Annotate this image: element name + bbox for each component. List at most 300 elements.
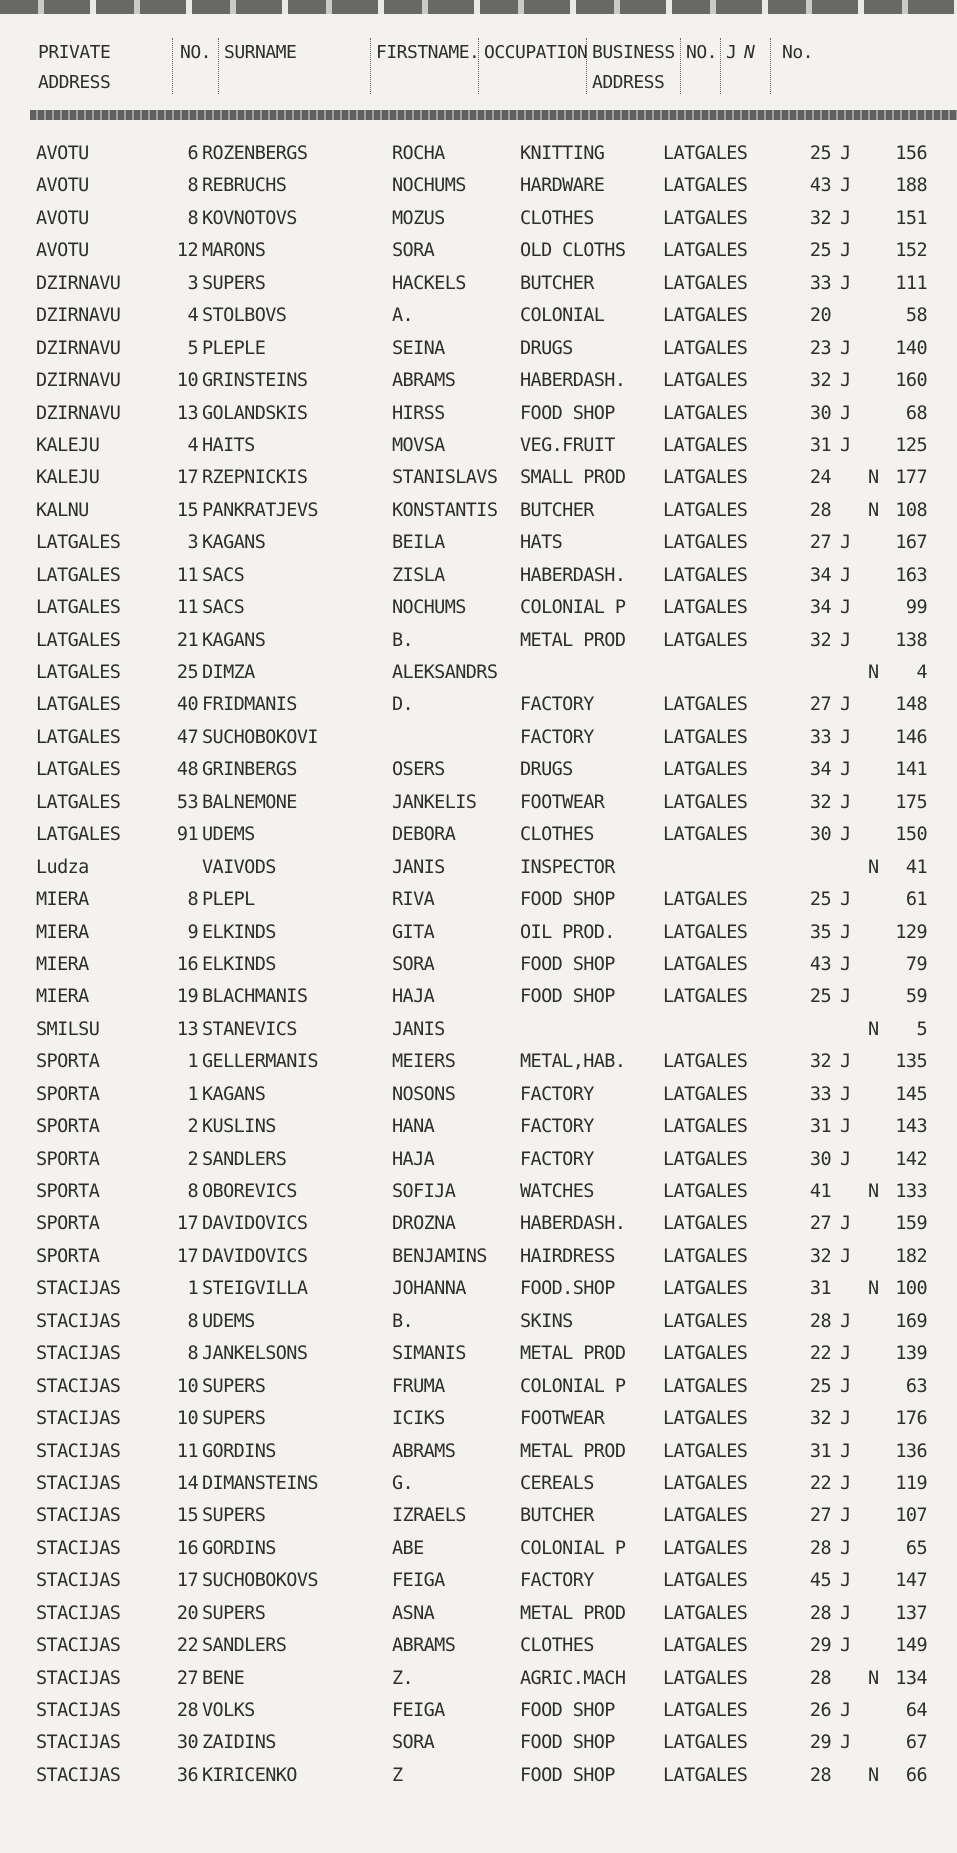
cell-firstname: B. xyxy=(392,1310,414,1332)
cell-j-flag: J xyxy=(840,337,851,359)
cell-j-flag: J xyxy=(840,143,851,164)
cell-n-flag: N xyxy=(868,662,879,683)
cell-surname: UDEMS xyxy=(202,824,255,846)
table-row xyxy=(0,1079,957,1111)
cell-firstname: ABRAMS xyxy=(392,1635,456,1657)
table-row xyxy=(0,1241,957,1273)
cell-street: SPORTA xyxy=(36,1051,100,1073)
cell-occupation: FOOD SHOP xyxy=(520,889,615,911)
cell-business-no: 41 xyxy=(809,1181,831,1202)
cell-record-no: 66 xyxy=(905,1764,927,1786)
cell-j-flag: J xyxy=(840,726,851,748)
cell-record-no: 137 xyxy=(895,1602,927,1624)
cell-business-address: LATGALES xyxy=(663,889,748,911)
table-row xyxy=(0,592,957,624)
cell-record-no: 41 xyxy=(905,856,927,878)
cell-street: SPORTA xyxy=(36,1245,100,1267)
cell-surname: STEIGVILLA xyxy=(202,1278,308,1300)
cell-j-flag: J xyxy=(840,564,851,586)
cell-firstname: ICIKS xyxy=(392,1408,445,1430)
cell-occupation: CLOTHES xyxy=(520,1635,594,1657)
cell-occupation: METAL,HAB. xyxy=(520,1051,626,1073)
cell-business-address: LATGALES xyxy=(663,1343,748,1365)
cell-firstname: ROCHA xyxy=(392,143,445,164)
cell-number: 16 xyxy=(176,953,198,975)
cell-business-address: LATGALES xyxy=(663,1213,748,1235)
cell-n-flag: N xyxy=(868,856,879,878)
top-decorative-stripe xyxy=(0,0,957,14)
cell-surname: JANKELSONS xyxy=(202,1343,308,1365)
table-row xyxy=(0,1371,957,1403)
cell-business-address: LATGALES xyxy=(663,1570,748,1592)
cell-surname: VAIVODS xyxy=(202,856,276,878)
cell-number: 2 xyxy=(187,1116,198,1138)
cell-surname: KAGANS xyxy=(202,532,266,554)
cell-record-no: 150 xyxy=(895,824,927,846)
cell-street: STACIJAS xyxy=(36,1537,121,1559)
cell-business-address: LATGALES xyxy=(663,337,748,359)
table-row xyxy=(0,462,957,494)
cell-record-no: 176 xyxy=(895,1408,927,1430)
table-row xyxy=(0,333,957,365)
cell-record-no: 138 xyxy=(895,629,927,651)
cell-record-no: 160 xyxy=(895,370,927,392)
cell-street: STACIJAS xyxy=(36,1343,121,1365)
cell-firstname: NOCHUMS xyxy=(392,597,466,619)
cell-business-address: LATGALES xyxy=(663,953,748,975)
header-divider xyxy=(720,38,722,94)
cell-business-no: 31 xyxy=(809,1116,831,1138)
cell-business-no: 31 xyxy=(809,434,831,456)
table-row xyxy=(0,722,957,754)
cell-street: STACIJAS xyxy=(36,1764,121,1786)
table-row xyxy=(0,657,957,689)
cell-number: 1 xyxy=(187,1051,198,1073)
cell-business-no: 28 xyxy=(809,1602,831,1624)
cell-business-address: LATGALES xyxy=(663,272,748,294)
cell-number: 3 xyxy=(187,272,198,294)
cell-record-no: 182 xyxy=(895,1245,927,1267)
cell-street: DZIRNAVU xyxy=(36,272,121,294)
table-row xyxy=(0,852,957,884)
cell-business-address: LATGALES xyxy=(663,207,748,229)
cell-firstname: DEBORA xyxy=(392,824,456,846)
cell-business-address: LATGALES xyxy=(663,694,748,716)
cell-firstname: SIMANIS xyxy=(392,1343,466,1365)
table-row xyxy=(0,981,957,1013)
cell-business-no: 31 xyxy=(809,1440,831,1462)
cell-firstname: RIVA xyxy=(392,889,435,911)
cell-occupation: CLOTHES xyxy=(520,824,594,846)
cell-business-address: LATGALES xyxy=(663,240,748,262)
cell-business-address: LATGALES xyxy=(663,1245,748,1267)
cell-record-no: 133 xyxy=(895,1181,927,1202)
cell-record-no: 175 xyxy=(895,791,927,813)
cell-firstname: ABRAMS xyxy=(392,370,456,392)
cell-j-flag: J xyxy=(840,1083,851,1105)
cell-business-address: LATGALES xyxy=(663,434,748,456)
cell-business-no: 33 xyxy=(809,726,831,748)
cell-business-no: 25 xyxy=(809,889,831,911)
cell-business-no: 45 xyxy=(809,1570,831,1592)
cell-business-address: LATGALES xyxy=(663,1148,748,1170)
cell-record-no: 143 xyxy=(895,1116,927,1138)
cell-business-address: LATGALES xyxy=(663,467,748,489)
cell-record-no: 147 xyxy=(895,1570,927,1592)
table-row xyxy=(0,560,957,592)
cell-j-flag: J xyxy=(840,1343,851,1365)
cell-business-no: 29 xyxy=(809,1635,831,1657)
cell-j-flag: J xyxy=(840,370,851,392)
cell-record-no: 145 xyxy=(895,1083,927,1105)
table-row xyxy=(0,1500,957,1532)
cell-occupation: SKINS xyxy=(520,1310,573,1332)
cell-number: 8 xyxy=(187,1181,198,1202)
cell-occupation: BUTCHER xyxy=(520,1505,594,1527)
cell-occupation: HATS xyxy=(520,532,563,554)
cell-business-no: 34 xyxy=(809,597,831,619)
cell-record-no: 149 xyxy=(895,1635,927,1657)
table-row xyxy=(0,1630,957,1662)
cell-occupation: FACTORY xyxy=(520,1083,594,1105)
cell-record-no: 68 xyxy=(905,402,927,424)
cell-number: 2 xyxy=(187,1148,198,1170)
cell-record-no: 64 xyxy=(905,1700,927,1721)
cell-business-address: LATGALES xyxy=(663,143,748,164)
cell-number: 4 xyxy=(187,305,198,327)
table-row xyxy=(0,787,957,819)
cell-j-flag: J xyxy=(840,1310,851,1332)
cell-business-no: 34 xyxy=(809,564,831,586)
cell-record-no: 134 xyxy=(895,1667,927,1689)
cell-business-address: LATGALES xyxy=(663,726,748,748)
cell-occupation: COLONIAL P xyxy=(520,597,626,619)
table-row xyxy=(0,754,957,786)
cell-record-no: 67 xyxy=(905,1732,927,1754)
cell-j-flag: J xyxy=(840,1635,851,1657)
table-row xyxy=(0,1727,957,1759)
table-row xyxy=(0,1046,957,1078)
cell-street: STACIJAS xyxy=(36,1505,121,1527)
table-row xyxy=(0,625,957,657)
cell-j-flag: J xyxy=(840,1116,851,1138)
cell-occupation: FACTORY xyxy=(520,694,594,716)
cell-j-flag: J xyxy=(840,986,851,1008)
cell-business-no: 28 xyxy=(809,1310,831,1332)
cell-street: STACIJAS xyxy=(36,1278,121,1300)
cell-surname: SUPERS xyxy=(202,1375,266,1397)
cell-firstname: SEINA xyxy=(392,337,445,359)
cell-business-no: 27 xyxy=(809,1213,831,1235)
cell-n-flag: N xyxy=(868,499,879,521)
cell-business-no: 30 xyxy=(809,824,831,846)
cell-firstname: MOVSA xyxy=(392,434,445,456)
cell-street: STACIJAS xyxy=(36,1602,121,1624)
cell-number: 11 xyxy=(176,597,198,619)
cell-record-no: 5 xyxy=(916,1018,927,1040)
table-body xyxy=(0,138,957,1792)
cell-occupation: OLD CLOTHS xyxy=(520,240,626,262)
cell-street: SMILSU xyxy=(36,1018,100,1040)
cell-n-flag: N xyxy=(868,1018,879,1040)
table-row xyxy=(0,1403,957,1435)
cell-number: 13 xyxy=(176,402,198,424)
cell-number: 28 xyxy=(176,1700,198,1721)
cell-firstname: JOHANNA xyxy=(392,1278,466,1300)
table-row xyxy=(0,170,957,202)
header-n: N xyxy=(744,42,755,63)
cell-business-no: 26 xyxy=(809,1700,831,1721)
cell-j-flag: J xyxy=(840,532,851,554)
cell-surname: VOLKS xyxy=(202,1700,255,1721)
cell-street: MIERA xyxy=(36,921,89,943)
cell-firstname: HANA xyxy=(392,1116,435,1138)
table-row xyxy=(0,527,957,559)
cell-j-flag: J xyxy=(840,953,851,975)
cell-business-address: LATGALES xyxy=(663,1051,748,1073)
cell-surname: RZEPNICKIS xyxy=(202,467,308,489)
cell-occupation: HABERDASH. xyxy=(520,1213,626,1235)
cell-business-address: LATGALES xyxy=(663,1764,748,1786)
cell-number: 17 xyxy=(176,467,198,489)
cell-street: LATGALES xyxy=(36,726,121,748)
cell-firstname: SOFIJA xyxy=(392,1181,456,1202)
header-surname: SURNAME xyxy=(224,42,297,63)
cell-record-no: 152 xyxy=(895,240,927,262)
cell-record-no: 125 xyxy=(895,434,927,456)
cell-record-no: 107 xyxy=(895,1505,927,1527)
cell-surname: SUPERS xyxy=(202,1505,266,1527)
cell-surname: SANDLERS xyxy=(202,1635,287,1657)
cell-surname: DIMANSTEINS xyxy=(202,1472,318,1494)
cell-number: 1 xyxy=(187,1278,198,1300)
cell-firstname: MEIERS xyxy=(392,1051,456,1073)
cell-number: 5 xyxy=(187,337,198,359)
header-occupation: OCCUPATION xyxy=(484,42,588,63)
cell-n-flag: N xyxy=(868,1764,879,1786)
cell-firstname: MOZUS xyxy=(392,207,445,229)
cell-firstname: FEIGA xyxy=(392,1570,445,1592)
cell-surname: BENE xyxy=(202,1667,245,1689)
cell-business-no: 22 xyxy=(809,1343,831,1365)
table-row xyxy=(0,1144,957,1176)
cell-business-no: 32 xyxy=(809,629,831,651)
cell-business-no: 35 xyxy=(809,921,831,943)
cell-street: Ludza xyxy=(36,856,89,878)
cell-surname: KOVNOTOVS xyxy=(202,207,297,229)
cell-record-no: 156 xyxy=(895,143,927,164)
cell-business-address: LATGALES xyxy=(663,1732,748,1754)
cell-surname: KAGANS xyxy=(202,1083,266,1105)
cell-record-no: 129 xyxy=(895,921,927,943)
cell-firstname: SORA xyxy=(392,240,435,262)
cell-street: MIERA xyxy=(36,986,89,1008)
cell-number: 10 xyxy=(176,370,198,392)
cell-business-address: LATGALES xyxy=(663,1667,748,1689)
cell-business-no: 20 xyxy=(809,305,831,327)
cell-number: 1 xyxy=(187,1083,198,1105)
table-row xyxy=(0,917,957,949)
cell-business-no: 25 xyxy=(809,986,831,1008)
cell-firstname: G. xyxy=(392,1472,414,1494)
cell-number: 19 xyxy=(176,986,198,1008)
cell-firstname: OSERS xyxy=(392,759,445,781)
cell-j-flag: J xyxy=(840,1570,851,1592)
table-row xyxy=(0,689,957,721)
table-row xyxy=(0,1306,957,1338)
cell-street: AVOTU xyxy=(36,143,89,164)
table-row xyxy=(0,1663,957,1695)
table-row xyxy=(0,884,957,916)
header-divider xyxy=(770,38,772,94)
cell-record-no: 136 xyxy=(895,1440,927,1462)
cell-street: LATGALES xyxy=(36,597,121,619)
cell-number: 20 xyxy=(176,1602,198,1624)
cell-number: 53 xyxy=(176,791,198,813)
table-row xyxy=(0,1533,957,1565)
cell-surname: GORDINS xyxy=(202,1537,276,1559)
cell-firstname: BENJAMINS xyxy=(392,1245,487,1267)
cell-record-no: 142 xyxy=(895,1148,927,1170)
cell-street: STACIJAS xyxy=(36,1408,121,1430)
cell-business-address: LATGALES xyxy=(663,1375,748,1397)
cell-number: 8 xyxy=(187,1343,198,1365)
cell-record-no: 58 xyxy=(905,305,927,327)
cell-surname: SUCHOBOKOVS xyxy=(202,1570,318,1592)
header-divider xyxy=(172,38,174,94)
cell-business-address: LATGALES xyxy=(663,305,748,327)
cell-business-address: LATGALES xyxy=(663,532,748,554)
cell-business-no: 32 xyxy=(809,1245,831,1267)
table-row xyxy=(0,365,957,397)
cell-street: DZIRNAVU xyxy=(36,370,121,392)
table-row xyxy=(0,1436,957,1468)
cell-j-flag: J xyxy=(840,1472,851,1494)
cell-street: SPORTA xyxy=(36,1083,100,1105)
header-record-no: No. xyxy=(782,42,814,63)
cell-business-address: LATGALES xyxy=(663,1635,748,1657)
cell-surname: DIMZA xyxy=(202,662,255,683)
cell-firstname: ABRAMS xyxy=(392,1440,456,1462)
cell-surname: SUCHOBOKOVI xyxy=(202,726,318,748)
cell-firstname: A. xyxy=(392,305,414,327)
cell-number: 8 xyxy=(187,175,198,197)
cell-business-address: LATGALES xyxy=(663,1602,748,1624)
cell-occupation: COLONIAL P xyxy=(520,1375,626,1397)
header-business-address: BUSINESS ADDRESS xyxy=(592,42,675,93)
table-row xyxy=(0,1468,957,1500)
cell-number: 10 xyxy=(176,1408,198,1430)
header-private-address: PRIVATE ADDRESS xyxy=(38,42,111,93)
cell-business-no: 32 xyxy=(809,791,831,813)
cell-surname: GELLERMANIS xyxy=(202,1051,318,1073)
cell-street: LATGALES xyxy=(36,759,121,781)
cell-surname: GRINSTEINS xyxy=(202,370,308,392)
cell-street: STACIJAS xyxy=(36,1635,121,1657)
header-business-no: NO. xyxy=(686,42,718,63)
cell-occupation: METAL PROD xyxy=(520,1343,626,1365)
cell-firstname: SORA xyxy=(392,953,435,975)
cell-street: KALEJU xyxy=(36,467,100,489)
cell-business-address: LATGALES xyxy=(663,597,748,619)
table-row xyxy=(0,1014,957,1046)
cell-business-address: LATGALES xyxy=(663,402,748,424)
cell-business-no: 22 xyxy=(809,1472,831,1494)
cell-j-flag: J xyxy=(840,1505,851,1527)
cell-street: LATGALES xyxy=(36,694,121,716)
cell-j-flag: J xyxy=(840,1148,851,1170)
table-row xyxy=(0,1273,957,1305)
cell-number: 17 xyxy=(176,1213,198,1235)
cell-surname: SUPERS xyxy=(202,1602,266,1624)
cell-j-flag: J xyxy=(840,597,851,619)
cell-firstname: ALEKSANDRS xyxy=(392,662,498,683)
cell-number: 17 xyxy=(176,1570,198,1592)
cell-j-flag: J xyxy=(840,272,851,294)
cell-business-address: LATGALES xyxy=(663,629,748,651)
cell-surname: SUPERS xyxy=(202,1408,266,1430)
cell-occupation: AGRIC.MACH xyxy=(520,1667,626,1689)
header-divider xyxy=(218,38,220,94)
cell-occupation: FOOD SHOP xyxy=(520,1764,615,1786)
cell-street: SPORTA xyxy=(36,1213,100,1235)
table-row xyxy=(0,819,957,851)
cell-business-no: 23 xyxy=(809,337,831,359)
cell-surname: BALNEMONE xyxy=(202,791,297,813)
cell-n-flag: N xyxy=(868,467,879,489)
table-row xyxy=(0,398,957,430)
cell-record-no: 159 xyxy=(895,1213,927,1235)
cell-surname: KIRICENKO xyxy=(202,1764,297,1786)
cell-surname: ROZENBERGS xyxy=(202,143,308,164)
cell-occupation: METAL PROD xyxy=(520,1602,626,1624)
cell-firstname: HAJA xyxy=(392,1148,435,1170)
cell-j-flag: J xyxy=(840,759,851,781)
cell-business-address: LATGALES xyxy=(663,1440,748,1462)
cell-record-no: 59 xyxy=(905,986,927,1008)
cell-record-no: 135 xyxy=(895,1051,927,1073)
cell-surname: PLEPL xyxy=(202,889,255,911)
cell-business-no: 25 xyxy=(809,143,831,164)
cell-j-flag: J xyxy=(840,1732,851,1754)
cell-business-address: LATGALES xyxy=(663,1472,748,1494)
cell-street: STACIJAS xyxy=(36,1667,121,1689)
cell-surname: ELKINDS xyxy=(202,953,276,975)
cell-number: 10 xyxy=(176,1375,198,1397)
cell-number: 91 xyxy=(176,824,198,846)
cell-j-flag: J xyxy=(840,1051,851,1073)
cell-record-no: 148 xyxy=(895,694,927,716)
cell-occupation: SMALL PROD xyxy=(520,467,626,489)
cell-occupation: FOOTWEAR xyxy=(520,791,605,813)
cell-record-no: 139 xyxy=(895,1343,927,1365)
cell-n-flag: N xyxy=(868,1181,879,1202)
table-row xyxy=(0,1338,957,1370)
cell-surname: FRIDMANIS xyxy=(202,694,297,716)
cell-j-flag: J xyxy=(840,824,851,846)
cell-business-no: 31 xyxy=(809,1278,831,1300)
cell-number: 3 xyxy=(187,532,198,554)
cell-number: 27 xyxy=(176,1667,198,1689)
cell-business-address: LATGALES xyxy=(663,824,748,846)
cell-j-flag: J xyxy=(840,921,851,943)
cell-number: 17 xyxy=(176,1245,198,1267)
cell-surname: HAITS xyxy=(202,434,255,456)
cell-street: DZIRNAVU xyxy=(36,402,121,424)
cell-business-no: 43 xyxy=(809,175,831,197)
cell-j-flag: J xyxy=(840,694,851,716)
table-row xyxy=(0,1598,957,1630)
